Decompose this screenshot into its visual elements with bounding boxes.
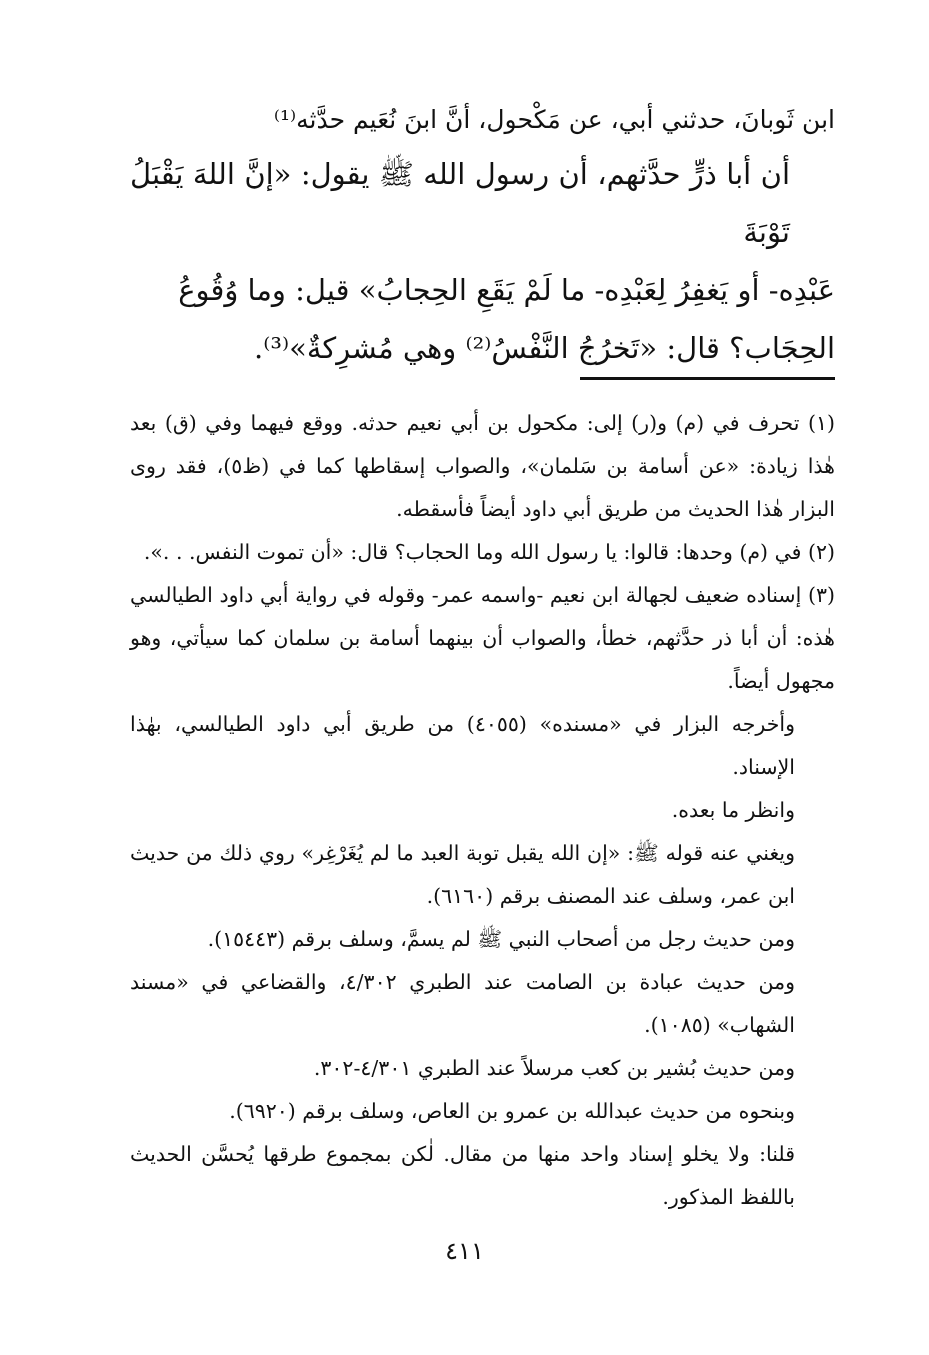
footnote-para: وانظر ما بعده. xyxy=(671,798,795,822)
main-line-3: عَبْدِه- أو يَغفِرُ لِعَبْدِه- ما لَمْ يَقَعِ الحِجابُ» قيل: وما وُقُوعُ xyxy=(178,273,835,307)
footnote-divider xyxy=(580,377,835,380)
footnote-para: ومن حديث عبادة بن الصامت عند الطبري ٤/٣٠٢، والقضاعي في «مسند الشهاب» (١٠٨٥). xyxy=(130,970,795,1037)
footnote-3: (٣) إسناده ضعيف لجهالة ابن نعيم -واسمه عمر- وقوله في رواية أبي داود الطيالسي هٰذه: أن أبا ذر حدَّثهم، خطأ، والصواب أن بينهما أسامة بن سلمان كما سيأتي، وهو مجهول أيضاً. xyxy=(130,583,835,693)
page-number: ٤١١ xyxy=(445,1237,484,1265)
footnote-para: وأخرجه البزار في «مسنده» (٤٠٥٥) من طريق أبي داود الطيالسي، بهٰذا الإسناد. xyxy=(130,712,795,779)
main-line-4: الحِجَاب؟ قال: «تَخرُجُ النَّفْسُ⁽²⁾ وهي مُشرِكةٌ»⁽³⁾. xyxy=(254,331,835,365)
footnote-para: ومن حديث رجل من أصحاب النبي ﷺ لم يسمَّ، وسلف برقم (١٥٤٤٣). xyxy=(207,927,795,951)
footnote-para: قلنا: ولا يخلو إسناد واحد منها من مقال. لٰكن بمجموع طرقها يُحسَّن الحديث باللفظ المذكور. xyxy=(130,1142,795,1209)
footnote-para: ومن حديث بُشير بن كعب مرسلاً عند الطبري ٤/٣٠١-٣٠٢. xyxy=(313,1056,795,1080)
footnotes xyxy=(130,402,835,1219)
footnote-1: (١) تحرف في (م) و(ر) إلى: مكحول بن أبي نعيم حدثه. ووقع فيهما وفي (ق) بعد هٰذا زيادة: «عن أسامة بن سَلمان»، والصواب إسقاطها كما في (ظ٥)، فقد روى البزار هٰذا الحديث من طريق أبي داود أيضاً فأسقطه. xyxy=(130,411,835,521)
main-text xyxy=(130,95,835,377)
footnote-para: وبنحوه من حديث عبدالله بن عمرو بن العاص، وسلف برقم (٦٩٢٠). xyxy=(229,1099,795,1123)
footnote-2: (٢) في (م) وحدها: قالوا: يا رسول الله وما الحجاب؟ قال: «أن تموت النفس. . .». xyxy=(143,540,835,564)
footnote-para: ويغني عنه قوله ﷺ: «إن الله يقبل توبة العبد ما لم يُغَرْغِر» روي ذلك من حديث ابن عمر، وسلف عند المصنف برقم (٦١٦٠). xyxy=(130,841,795,908)
main-line-2: أن أبا ذرٍّ حدَّثهم، أن رسول الله ﷺ يقول: «إنَّ اللهَ يَقْبَلُ تَوْبَةَ xyxy=(130,157,790,249)
main-line-1: ابن ثَوبانَ، حدثني أبي، عن مَكْحول، أنَّ ابنَ نُعَيم حدَّثه⁽¹⁾ xyxy=(273,105,835,134)
